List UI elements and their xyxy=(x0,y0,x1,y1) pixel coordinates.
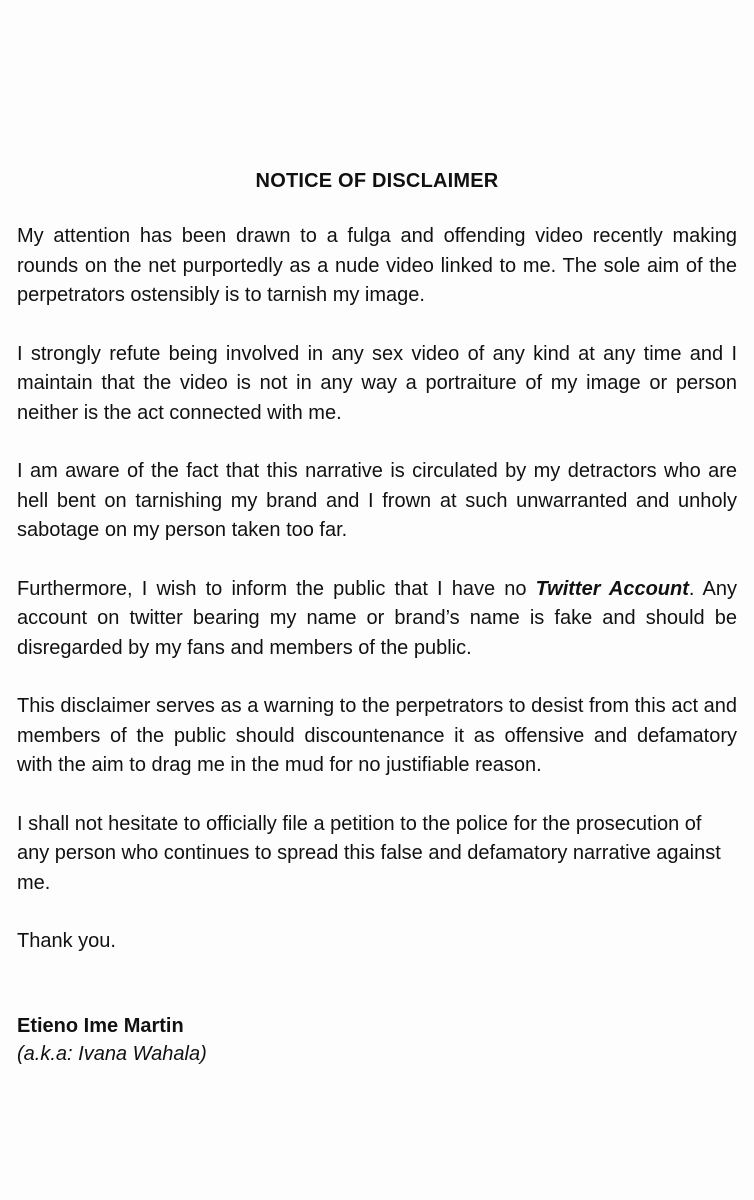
paragraph-petition: I shall not hesitate to officially file a petition to the police for the prosecution of any person who continues to spread this false and defamatory narrative against me. xyxy=(17,812,721,894)
twitter-account-emphasis: Twitter Account xyxy=(535,577,689,600)
document-title: NOTICE OF DISCLAIMER xyxy=(255,170,499,192)
document-body xyxy=(17,222,737,986)
signature-name: Etieno Ime Martin xyxy=(17,1015,184,1037)
paragraph-warning: This disclaimer serves as a warning to the perpetrators to desist from this act and members of the public should discountenance it as offensive and defamatory with the aim to drag me in the mud for no justifiable reason. xyxy=(17,695,737,776)
twitter-text-after: . Any account on twitter bearing my name or brand’s name is fake and should be disregarded by my fans and members of the public. xyxy=(17,577,737,659)
twitter-text-before: Furthermore, I wish to inform the public that I have no xyxy=(17,577,536,600)
signature-block xyxy=(17,1012,517,1068)
signature-aka: (a.k.a: Ivana Wahala) xyxy=(17,1043,207,1065)
paragraph-refute: I strongly refute being involved in any sex video of any kind at any time and I maintain that the video is not in any way a portraiture of my image or person neither is the act connected with me. xyxy=(17,342,737,424)
paragraph-attention: My attention has been drawn to a fulga and offending video recently making rounds on the net purportedly as a nude video linked to me. The sole aim of the perpetrators ostensibly is to tarnish my image. xyxy=(17,225,737,306)
paragraph-twitter xyxy=(17,575,737,664)
paragraph-detractors: I am aware of the fact that this narrative is circulated by my detractors who are hell bent on tarnishing my brand and I frown at such unwarranted and unholy sabotage on my person taken too far. xyxy=(17,460,737,541)
closing-thanks: Thank you. xyxy=(17,930,116,952)
